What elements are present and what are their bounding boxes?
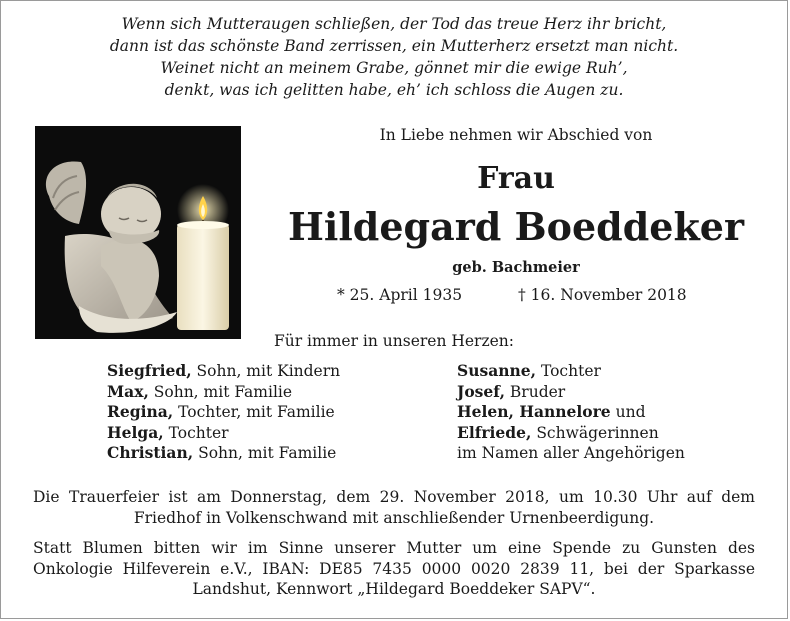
funeral-info: Die Trauerfeier ist am Donnerstag, dem 29. November 2018, um 10.30 Uhr auf dem Friedhof in Volkenschwand mit anschließender Urnenbeerdigung. — [33, 488, 755, 527]
poem-line: dann ist das schönste Band zerrissen, ein Mutterherz ersetzt man nicht. — [109, 37, 679, 55]
angel-candle-illustration — [35, 126, 241, 339]
mourner-name: Helga, — [107, 422, 164, 442]
forever-line: Für immer in unseren Herzen: — [273, 332, 515, 350]
mourner-entry — [457, 361, 685, 382]
mourner-name: Josef, — [457, 381, 505, 401]
mourner-relation: Bruder — [504, 382, 566, 401]
mourner-entry — [107, 443, 340, 464]
mourner-entry — [107, 402, 340, 423]
mourner-entry — [457, 423, 685, 444]
maiden-name: geb. Bachmeier — [452, 259, 580, 276]
mourner-name: Max, — [107, 381, 149, 401]
mourner-entry — [457, 382, 685, 403]
mourner-relation: Sohn, mit Kindern — [191, 362, 341, 380]
mourner-relation: Sohn, mit Familie — [193, 444, 337, 462]
death-date: † 16. November 2018 — [518, 286, 687, 304]
mourners-left-column — [107, 361, 340, 464]
mourner-entry — [457, 402, 685, 423]
salutation: Frau — [477, 161, 555, 196]
mourner-name: Siegfried, — [107, 361, 192, 380]
poem-line: Wenn sich Mutteraugen schließen, der Tod das treue Herz ihr bricht, — [121, 15, 667, 33]
mourner-name: Regina, — [107, 402, 174, 421]
mourner-relation: Schwägerinnen — [531, 423, 659, 442]
memorial-poem — [1, 13, 787, 101]
mourner-name: Helen, Hannelore — [457, 402, 611, 421]
poem-line: Weinet nicht an meinem Grabe, gönnet mir die ewige Ruh’, — [160, 59, 628, 77]
mourner-name: Elfriede, — [457, 422, 532, 442]
mourner-entry — [107, 382, 340, 403]
poem-line: denkt, was ich gelitten habe, eh’ ich schloss die Augen zu. — [164, 81, 624, 99]
mourner-entry — [107, 361, 340, 382]
mourner-relation: und — [610, 403, 646, 421]
birth-date: * 25. April 1935 — [337, 286, 463, 304]
donation-request: Statt Blumen bitten wir im Sinne unserer Mutter um eine Spende zu Gunsten des Onkologie Hilfeverein e.V., IBAN: DE85 7435 0000 0020 2839 11, bei der Sparkasse Landshut, Kennwort „Hildegard Boeddeker SAPV“. — [33, 539, 755, 598]
mourner-relation: Tochter — [536, 362, 601, 380]
mourner-name: Christian, — [107, 443, 194, 462]
mourner-relation: Sohn, mit Familie — [148, 382, 293, 401]
mourner-entry — [457, 443, 685, 464]
mourner-relation: Tochter, mit Familie — [173, 403, 335, 421]
mourner-name: Susanne, — [457, 361, 537, 380]
deceased-name: Hildegard Boeddeker — [287, 204, 745, 249]
mourner-relation: Tochter — [163, 423, 229, 442]
mourner-relation: im Namen aller Angehörigen — [457, 444, 685, 462]
angel-candle-photo — [35, 126, 241, 339]
farewell-intro: In Liebe nehmen wir Abschied von — [379, 126, 653, 144]
mourner-entry — [107, 423, 340, 444]
mourners-right-column — [457, 361, 685, 464]
